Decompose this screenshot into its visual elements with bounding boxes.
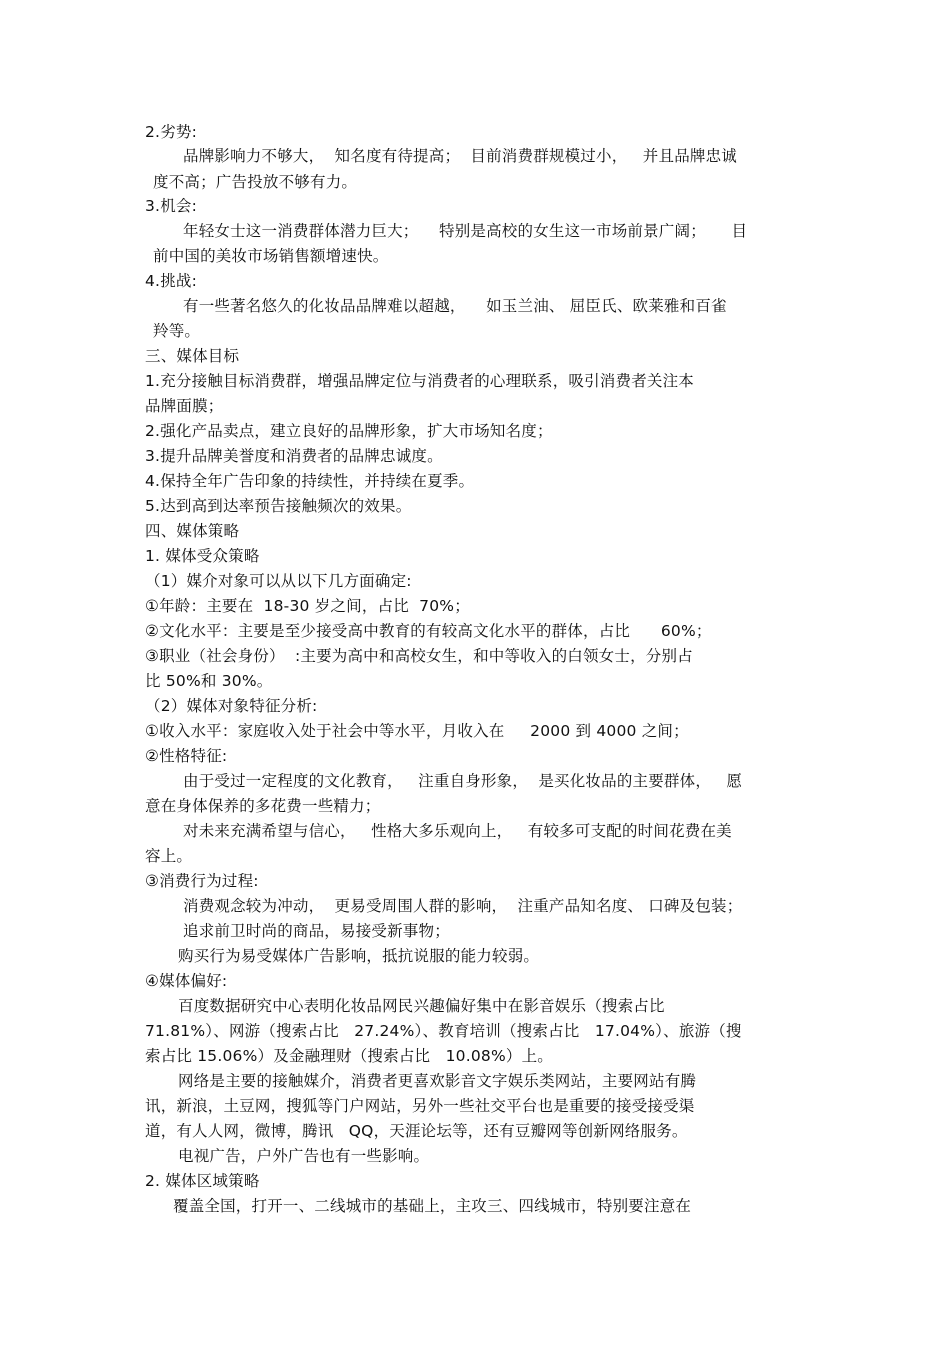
paragraph-line: 前中国的美妆市场销售额增速快。 <box>153 247 389 265</box>
paragraph-line: 年轻女士这一消费群体潜力巨大； 特别是高校的女生这一市场前景广阔； 目 <box>183 222 748 240</box>
paragraph-line: 覆盖全国，打开一、二线城市的基础上，主攻三、四线城市，特别要注意在 <box>173 1197 692 1215</box>
subheading: （2）媒体对象特征分析: <box>145 697 318 715</box>
list-item: 3.提升品牌美誉度和消费者的品牌忠诚度。 <box>145 447 443 465</box>
list-item: 1.充分接触目标消费群，增强品牌定位与消费者的心理联系，吸引消费者关注本 <box>145 372 694 390</box>
paragraph-line: 由于受过一定程度的文化教育， 注重自身形象， 是买化妆品的主要群体， 愿 <box>183 772 743 790</box>
list-item: ③消费行为过程: <box>145 872 259 890</box>
paragraph-line: 对未来充满希望与信心， 性格大多乐观向上， 有较多可支配的时间花费在美 <box>183 822 732 840</box>
paragraph-line: 意在身体保养的多花费一些精力； <box>145 797 381 815</box>
paragraph-line: 有一些著名悠久的化妆品品牌难以超越， 如玉兰油、 屈臣氏、欧莱雅和百雀 <box>183 297 727 315</box>
paragraph-line: 71.81%）、网游（搜索占比 27.24%）、教育培训（搜索占比 17.04%）、旅游（搜 <box>145 1022 742 1040</box>
list-item: 2.强化产品卖点，建立良好的品牌形象，扩大市场知名度； <box>145 422 553 440</box>
list-item: ②性格特征: <box>145 747 228 765</box>
paragraph-line: 网络是主要的接触媒介，消费者更喜欢影音文字娱乐类网站，主要网站有腾 <box>178 1072 697 1090</box>
paragraph-line: 道，有人人网，微博，腾讯 QQ，天涯论坛等，还有豆瓣网等创新网络服务。 <box>145 1122 688 1140</box>
section-heading-media-goals: 三、媒体目标 <box>145 347 240 365</box>
paragraph-line: 品牌影响力不够大， 知名度有待提高； 目前消费群规模过小， 并且品牌忠诚 <box>183 147 737 165</box>
list-item: ①收入水平：家庭收入处于社会中等水平，月收入在 2000 到 4000 之间； <box>145 722 689 740</box>
list-item: ②文化水平：主要是至少接受高中教育的有较高文化水平的群体，占比 60%； <box>145 622 712 640</box>
heading-weakness: 2.劣势: <box>145 123 198 141</box>
paragraph-line: 百度数据研究中心表明化妆品网民兴趣偏好集中在影音娱乐（搜索占比 <box>178 997 665 1015</box>
paragraph-line: 购买行为易受媒体广告影响，抵抗说服的能力较弱。 <box>178 947 540 965</box>
subheading-region-strategy: 2. 媒体区域策略 <box>145 1172 260 1190</box>
list-item: ④媒体偏好: <box>145 972 228 990</box>
paragraph-line: 羚等。 <box>153 322 201 340</box>
subheading: （1）媒介对象可以从以下几方面确定: <box>145 572 412 590</box>
list-item-continuation: 比 50%和 30%。 <box>145 672 273 690</box>
heading-challenge: 4.挑战: <box>145 272 198 290</box>
paragraph-line: 电视广告，户外广告也有一些影响。 <box>178 1147 430 1165</box>
paragraph-line: 追求前卫时尚的商品，易接受新事物； <box>183 922 450 940</box>
paragraph-line: 容上。 <box>145 847 193 865</box>
list-item: ①年龄：主要在 18-30 岁之间，占比 70%； <box>145 597 470 615</box>
list-item: 5.达到高到达率预告接触频次的效果。 <box>145 497 412 515</box>
paragraph-line: 消费观念较为冲动， 更易受周围人群的影响， 注重产品知名度、 口碑及包装； <box>183 897 743 915</box>
list-item-continuation: 品牌面膜； <box>145 397 224 415</box>
paragraph-line: 度不高；广告投放不够有力。 <box>153 173 358 191</box>
paragraph-line: 讯，新浪，土豆网，搜狐等门户网站，另外一些社交平台也是重要的接受接受渠 <box>145 1097 695 1115</box>
list-item: ③职业（社会身份） :主要为高中和高校女生，和中等收入的白领女士，分别占 <box>145 647 693 665</box>
list-item: 4.保持全年广告印象的持续性，并持续在夏季。 <box>145 472 475 490</box>
paragraph-line: 索占比 15.06%）及金融理财（搜索占比 10.08%）上。 <box>145 1047 554 1065</box>
subheading-audience-strategy: 1. 媒体受众策略 <box>145 547 260 565</box>
section-heading-media-strategy: 四、媒体策略 <box>145 522 240 540</box>
heading-opportunity: 3.机会: <box>145 197 198 215</box>
